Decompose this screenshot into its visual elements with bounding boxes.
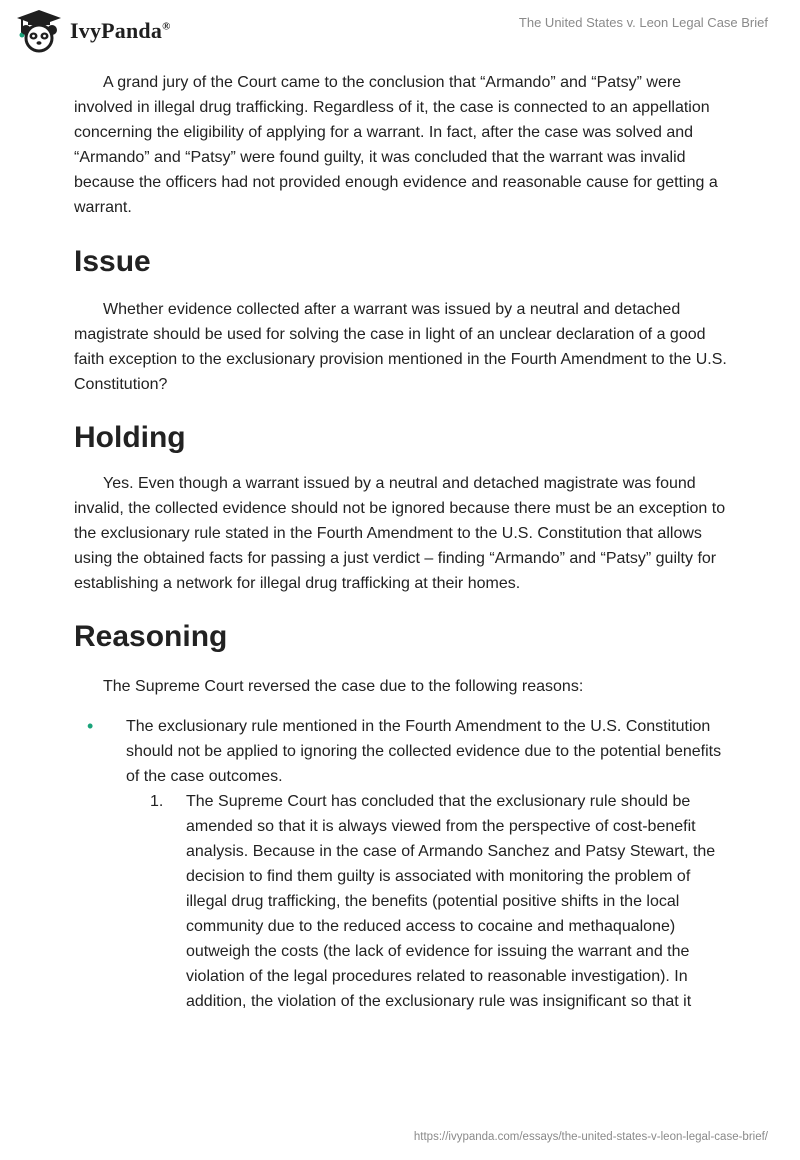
ivypanda-logo[interactable] xyxy=(14,8,171,54)
reasoning-intro: The Supreme Court reversed the case due to the following reasons: xyxy=(103,678,584,695)
holding-heading: Holding xyxy=(74,421,186,454)
footer-source-link[interactable]: https://ivypanda.com/essays/the-united-states-v-leon-legal-case-brief/ xyxy=(413,1131,768,1143)
numbered-item-text: The Supreme Court has concluded that the exclusionary rule should be amended so that it is always viewed from the perspective of cost-benefit analysis. Because in the case of Armando Sanchez and Patsy Stewart, the decision to find them guilty is associated with monitoring the problem of illegal drug trafficking, the benefits (potential positive shifts in the local community due to the reduced access to cocaine and methaqualone) outweigh the costs (the lack of evidence for issuing the warrant and the violation of the legal procedures related to reasonable investigation). In addition, the violation of the exclusionary rule was insignificant so that it xyxy=(186,793,716,1010)
registered-mark: ® xyxy=(162,20,171,33)
numbered-list-item xyxy=(126,789,734,1014)
essay-body xyxy=(74,70,734,1014)
page-header xyxy=(0,0,800,64)
bullet-text: The exclusionary rule mentioned in the Fourth Amendment to the U.S. Constitution should not be applied to ignoring the collected evidence due to the potential benefits of the case outcomes. xyxy=(126,718,722,785)
list-number: 1. xyxy=(150,793,164,810)
intro-paragraph: A grand jury of the Court came to the conclusion that “Armando” and “Patsy” were involved in illegal drug trafficking. Regardless of it, the case is connected to an appellation concerning the eligibility of applying for a warrant. In fact, after the case was solved and “Armando” and “Patsy” were found guilty, it was concluded that the warrant was invalid because the officers had not provided enough evidence and reasonable cause for getting a warrant. xyxy=(74,74,718,216)
reasons-list xyxy=(74,714,734,1014)
logo-wordmark: IvyPanda® xyxy=(70,18,171,43)
numbered-list xyxy=(126,789,734,1014)
panda-logo-icon xyxy=(14,8,64,54)
holding-paragraph: Yes. Even though a warrant issued by a neutral and detached magistrate was found invalid, the collected evidence should not be ignored because there must be an exception to the exclusionary rule stated in the Fourth Amendment to the U.S. Constitution that allows using the obtained facts for passing a just verdict – finding “Armando” and “Patsy” guilty for establishing a network for illegal drug trafficking at their homes. xyxy=(74,475,726,592)
issue-heading: Issue xyxy=(74,245,151,278)
reasoning-heading: Reasoning xyxy=(74,620,228,653)
list-item xyxy=(74,714,734,1014)
document-title: The United States v. Leon Legal Case Brief xyxy=(518,15,768,30)
bullet-icon: • xyxy=(87,716,94,736)
issue-paragraph: Whether evidence collected after a warrant was issued by a neutral and detached magistrate should be used for solving the case in light of an unclear declaration of a good faith exception to the exclusionary provision mentioned in the Fourth Amendment to the U.S. Constitution? xyxy=(74,301,727,393)
